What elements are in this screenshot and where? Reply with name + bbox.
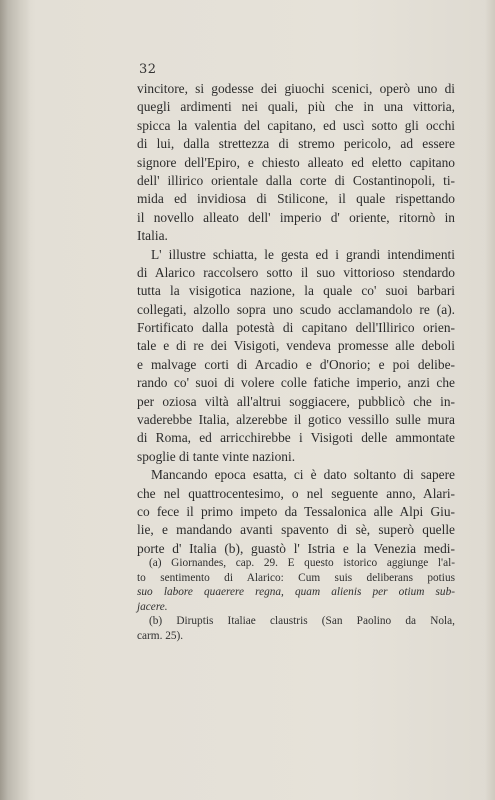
text-line: spicca la valentia del capitano, ed uscì sotto gli occhi xyxy=(137,117,455,133)
text-line: Italia. xyxy=(137,228,168,244)
footnote-line: jacere. xyxy=(137,600,168,613)
text-line: vaderebbe Italia, alzerebbe il gotico vessillo sulle mura xyxy=(137,412,455,428)
footnote-line: carm. 25). xyxy=(137,629,184,642)
book-binding-shadow xyxy=(0,0,30,800)
text-line: che nel quattrocentesimo, o nel seguente anno, Alari- xyxy=(137,485,455,501)
page-edge-shadow xyxy=(485,0,495,800)
text-line: di lui, dalla strettezza di stremo pericolo, ad essere xyxy=(137,136,455,152)
footnote-line: to sentimento di Alarico: Cum suis deliberans potius xyxy=(137,571,455,584)
text-line: il novello alleato dell' imperio d' oriente, ritornò in xyxy=(137,209,455,225)
text-line: Fortificato dalla potestà di capitano dell'Illirico orien- xyxy=(137,320,455,336)
text-line: quegli ardimenti nei quali, più che in una vittoria, xyxy=(137,99,455,115)
text-line: dell' illirico orientale dalla corte di Costantinopoli, ti- xyxy=(137,172,455,188)
body-text xyxy=(137,80,455,558)
text-line: tutta la visigotica nazione, la quale co' suoi barbari xyxy=(137,283,455,299)
text-line: rando co' suoi di volere colle fatiche imperio, anzi che xyxy=(137,375,455,391)
text-line: tale e di re dei Visigoti, vendeva promesse alle deboli xyxy=(137,338,455,354)
text-line: collegati, alzollo sopra uno scudo acclamandolo re (a). xyxy=(137,301,455,317)
footnotes xyxy=(137,556,455,644)
text-line: spoglie di tante vinte nazioni. xyxy=(137,448,296,464)
text-line: porte d' Italia (b), guastò l' Istria e la Venezia medi- xyxy=(137,540,455,556)
text-line: mida ed invidiosa di Stilicone, il quale rispettando xyxy=(137,191,455,207)
paragraph-start-line: L' illustre schiatta, le gesta ed i grandi intendimenti xyxy=(151,246,455,262)
paragraph-start-line: Mancando epoca esatta, ci è dato soltanto di sapere xyxy=(151,467,455,483)
text-line: lie, e mandando avanti spavento di sè, superò quelle xyxy=(137,522,455,538)
text-line: vincitore, si godesse dei giuochi scenici, operò uno di xyxy=(137,81,455,96)
footnote-line: (b) Diruptis Italiae claustris (San Paolino da Nola, xyxy=(149,615,455,628)
footnote-line: suo labore quaerere regna, quam alienis per otium sub- xyxy=(137,586,455,599)
text-line: per oziosa viltà all'altrui soggiacere, pubblicò che in- xyxy=(137,393,455,409)
text-line: di Roma, ed arricchirebbe i Visigoti delle ammontate xyxy=(137,430,455,446)
text-line: e malvage corti di Arcadio e d'Onorio; e poi delibe- xyxy=(137,356,455,372)
page-number: 32 xyxy=(139,62,157,77)
text-line: co fece il primo impeto da Tessalonica alle Alpi Giu- xyxy=(137,503,455,519)
text-line: di Alarico raccolsero sotto il suo vittorioso stendardo xyxy=(137,264,455,280)
text-line: signore dell'Epiro, e chiesto alleato ed eletto capitano xyxy=(137,154,455,170)
footnote-line: (a) Giornandes, cap. 29. E questo istorico aggiunge l'al- xyxy=(149,557,455,569)
